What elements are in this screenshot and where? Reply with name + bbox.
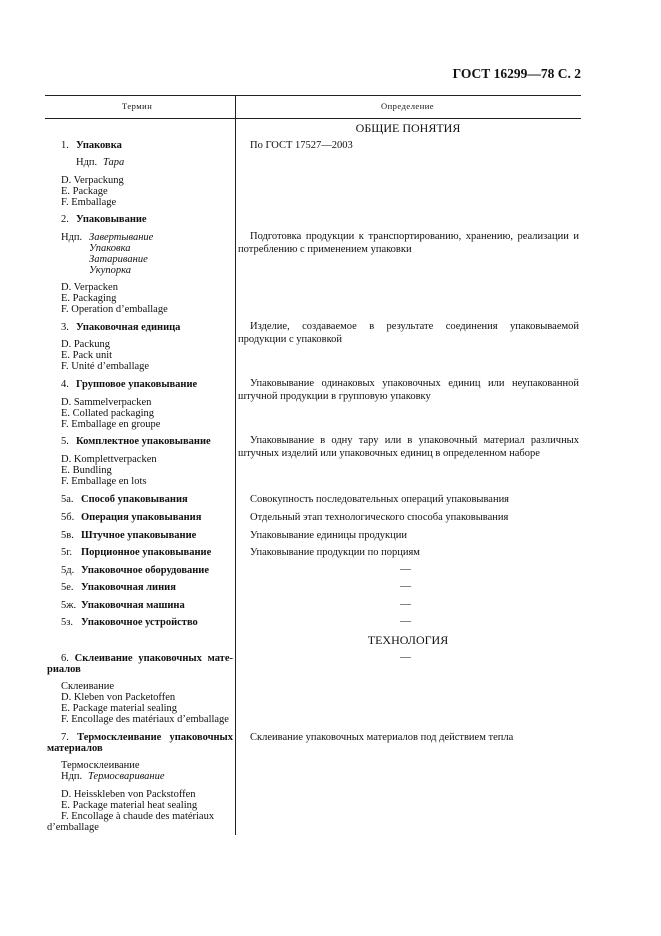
term-german: D. Verpackung — [61, 175, 124, 186]
table-header-rule — [45, 118, 581, 119]
term: Штучное упаковывание — [81, 530, 197, 541]
term: Порционное упаковывание — [81, 547, 212, 558]
ndp-label: Ндп. — [76, 157, 98, 168]
entry-number: 5в. — [61, 530, 74, 541]
ndp-label: Ндп. — [61, 771, 83, 782]
term-english: E. Pack unit — [61, 350, 113, 361]
term: Способ упаковывания — [81, 494, 188, 505]
definition: Упаковывание единицы продукции — [250, 530, 408, 541]
definition: По ГОСТ 17527—2003 — [250, 140, 353, 151]
section-title-general: ОБЩИЕ ПОНЯТИЯ — [355, 121, 461, 135]
definition-dash: — — [400, 580, 411, 592]
definition: Упаковывание в одну тару или в упаковочный материал различных штучных изделий или упаковочных единиц в определенном наборе — [238, 435, 579, 459]
term-german: D. Komplettverpacken — [61, 454, 157, 465]
entry-number: 5з. — [61, 617, 74, 628]
term-french: F. Encollage des matériaux d’emballage — [61, 714, 229, 725]
term-german: D. Sammelverpacken — [61, 397, 152, 408]
entry-number: 5д. — [61, 565, 75, 576]
term: Операция упаковывания — [81, 512, 202, 523]
term-german: D. Heisskleben von Packstoffen — [61, 789, 196, 800]
definition: Отдельный этап технологического способа упаковывания — [250, 512, 509, 523]
definition: Упаковывание продукции по порциям — [250, 547, 420, 558]
term: Упаковывание — [76, 214, 147, 225]
term-line-1: 7. Термосклеивание упаковочных — [61, 732, 233, 743]
ndp-term: Завертывание — [89, 232, 154, 243]
term-english: E. Bundling — [61, 465, 112, 476]
column-header-definition: Определение — [381, 101, 435, 111]
term-french: F. Emballage en lots — [61, 476, 147, 487]
term-french: F. Emballage en groupe — [61, 419, 161, 430]
ndp-label: Ндп. — [61, 232, 83, 243]
term: Упаковочное оборудование — [81, 565, 210, 576]
column-divider — [235, 95, 236, 835]
entry-number: 1. — [61, 140, 69, 151]
term-french: F. Encollage à chaude des matériaux — [61, 811, 215, 822]
synonym: Склеивание — [61, 681, 115, 692]
term-french-cont: d’emballage — [47, 822, 99, 833]
term: Упаковочная единица — [76, 322, 181, 333]
term: Упаковочное устройство — [81, 617, 198, 628]
entry-number: 5ж. — [61, 600, 77, 611]
term-french: F. Unité d’emballage — [61, 361, 150, 372]
term-french: F. Emballage — [61, 197, 117, 208]
definition-dash: — — [400, 563, 411, 575]
entry-number: 5е. — [61, 582, 74, 593]
definition: Упаковывание одинаковых упаковочных единиц или неупакованной штучной продукции в групповую упаковку — [238, 378, 579, 402]
entry-number: 5а. — [61, 494, 74, 505]
term-english: E. Collated packaging — [61, 408, 155, 419]
definition: Совокупность последовательных операций упаковывания — [250, 494, 510, 505]
column-header-term: Термин — [122, 101, 153, 111]
section-title-technology: ТЕХНОЛОГИЯ — [367, 633, 449, 647]
synonym: Термосклеивание — [61, 760, 140, 771]
entry-number: 4. — [61, 379, 69, 390]
term-german: D. Packung — [61, 339, 110, 350]
term-german: D. Kleben von Packetoffen — [61, 692, 176, 703]
term-line-2: риалов — [47, 664, 81, 675]
ndp-term: Затаривание — [89, 254, 148, 265]
definition-dash: — — [400, 598, 411, 610]
term-line-2: материалов — [47, 743, 103, 754]
term-german: D. Verpacken — [61, 282, 118, 293]
entry-number: 5г. — [61, 547, 72, 558]
ndp-term: Термосваривание — [88, 771, 165, 782]
term-english: E. Packaging — [61, 293, 117, 304]
definition: Склеивание упаковочных материалов под действием тепла — [250, 732, 514, 743]
definition-dash: — — [400, 615, 411, 627]
entry-number: 5. — [61, 436, 69, 447]
term-english: E. Package — [61, 186, 108, 197]
term-english: E. Package material sealing — [61, 703, 178, 714]
ndp-term: Тара — [103, 157, 125, 168]
term: Упаковочная машина — [81, 600, 185, 611]
term: Упаковка — [76, 140, 122, 151]
ndp-term: Упаковка — [89, 243, 131, 254]
definition-dash: — — [400, 651, 411, 663]
page-header: ГОСТ 16299—78 С. 2 — [452, 66, 581, 81]
entry-number: 5б. — [61, 512, 75, 523]
term: Групповое упаковывание — [76, 379, 198, 390]
entry-number: 3. — [61, 322, 69, 333]
definition: Подготовка продукции к транспортированию, хранению, реализации и потреблению с применением упаковки — [238, 231, 579, 255]
term-french: F. Operation d’emballage — [61, 304, 168, 315]
entry-number: 2. — [61, 214, 69, 225]
ndp-term: Укупорка — [89, 265, 132, 276]
term-line-1: 6. Склеивание упаковочных мате- — [61, 653, 233, 664]
term-english: E. Package material heat sealing — [61, 800, 198, 811]
table-top-rule — [45, 95, 581, 96]
definition: Изделие, создаваемое в результате соединения упаковываемой продукции с упаковкой — [238, 321, 579, 345]
term: Упаковочная линия — [81, 582, 176, 593]
term: Комплектное упаковывание — [76, 436, 211, 447]
